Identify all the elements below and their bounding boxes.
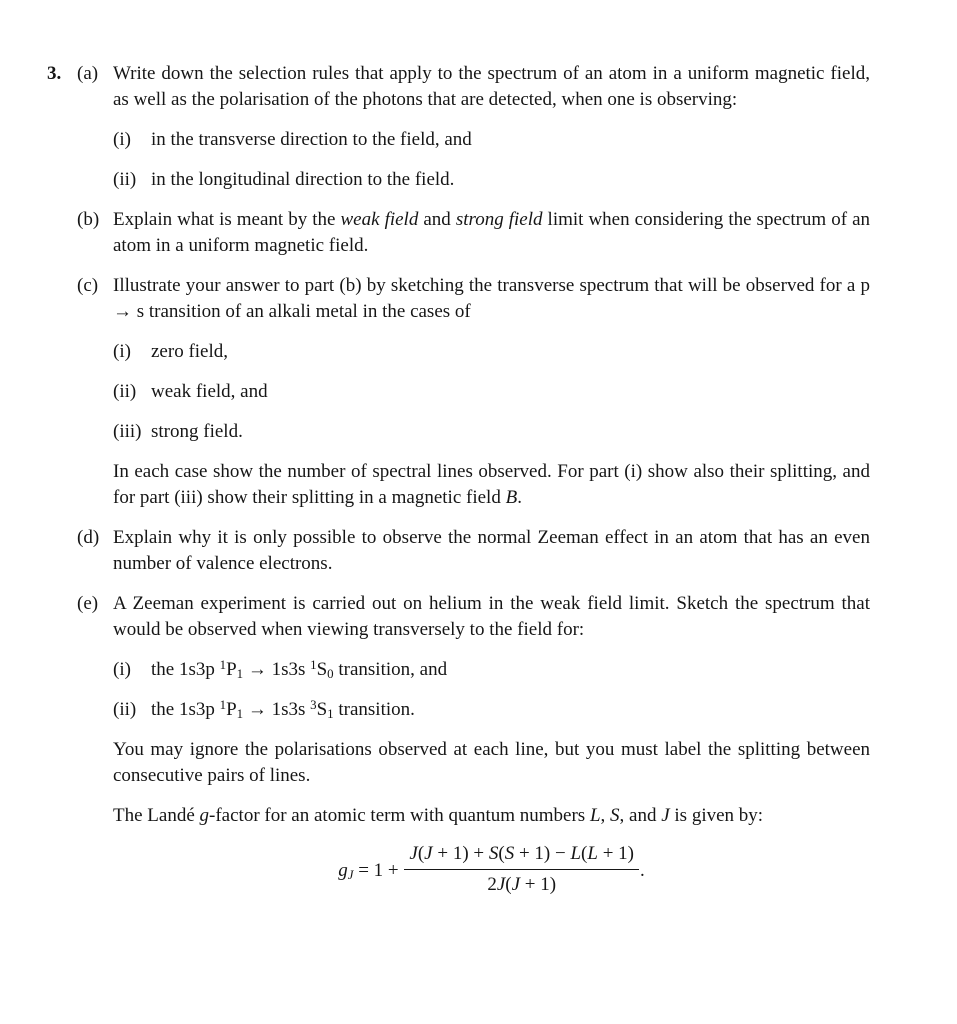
part-c-text: Illustrate your answer to part (b) by sketching the transverse spectrum that will be observed for a p → s transition of an alkali metal in the cases of: [113, 275, 870, 322]
part-b-label: (b): [77, 209, 100, 230]
part-e: [77, 591, 870, 914]
part-b: [77, 207, 870, 273]
part-c-body: [113, 273, 870, 525]
question-3: [47, 61, 870, 914]
item-c-ii-text: weak field, and: [151, 381, 268, 402]
part-c-note: In each case show the number of spectral lines observed. For part (i) show also their splitting, and for part (iii) show their splitting in a magnetic field B.: [113, 461, 870, 508]
part-c-label: (c): [77, 275, 99, 296]
part-a-label: (a): [77, 63, 99, 84]
part-b-body: [113, 207, 870, 273]
item-e-ii: [113, 697, 870, 723]
question-body: [77, 61, 870, 914]
item-c-ii-label: (ii): [113, 381, 137, 402]
equation-period: .: [640, 859, 645, 881]
item-a-i: [113, 127, 870, 153]
part-a: [77, 61, 870, 207]
item-a-ii-label: (ii): [113, 169, 137, 190]
part-e-label: (e): [77, 593, 99, 614]
fraction-numerator: J(J + 1) + S(S + 1) − L(L + 1): [404, 841, 639, 870]
part-d: [77, 525, 870, 591]
equation-lhs: $g_J = 1$ +: [338, 859, 399, 883]
part-e-text: A Zeeman experiment is carried out on helium in the weak field limit. Sketch the spectrum that would be observed when viewing transversely to the field for:: [113, 593, 870, 640]
item-c-iii-label: (iii): [113, 421, 142, 442]
lande-intro: The Landé g-factor for an atomic term with quantum numbers L, S, and J is given by:: [113, 805, 764, 826]
part-a-text: Write down the selection rules that apply to the spectrum of an atom in a uniform magnetic field, as well as the polarisation of the photons that are detected, when one is observing:: [113, 63, 870, 110]
lande-g-factor-equation: [113, 843, 870, 900]
item-c-iii: [113, 419, 870, 445]
part-d-text: Explain why it is only possible to observe the normal Zeeman effect in an atom that has an even number of valence electrons.: [113, 527, 870, 574]
part-d-label: (d): [77, 527, 100, 548]
part-e-body: [113, 591, 870, 914]
item-c-i-label: (i): [113, 341, 131, 362]
item-e-i-text: the 1s3p $^1P_1 \to 1s3s$ $^1S_0$ transition, and: [151, 657, 448, 682]
item-a-i-label: (i): [113, 129, 131, 150]
item-c-ii: [113, 379, 870, 405]
item-e-i: [113, 657, 870, 683]
part-a-body: [113, 61, 870, 207]
part-e-note: You may ignore the polarisations observed at each line, but you must label the splitting between consecutive pairs of lines.: [113, 739, 870, 786]
part-c: [77, 273, 870, 525]
item-e-ii-label: (ii): [113, 699, 137, 720]
item-c-i-text: zero field,: [151, 341, 229, 362]
item-e-i-label: (i): [113, 659, 131, 680]
item-a-i-text: in the transverse direction to the field, and: [151, 129, 472, 150]
item-a-ii: [113, 167, 870, 193]
item-c-iii-text: strong field.: [151, 421, 243, 442]
equation-fraction: [404, 841, 639, 898]
question-number: 3.: [47, 63, 62, 84]
item-c-i: [113, 339, 870, 365]
part-b-text: Explain what is meant by the weak field and strong field limit when considering the spectrum of an atom in a uniform magnetic field.: [113, 209, 871, 256]
item-e-ii-text: the 1s3p $^1P_1 \to 1s3s$ $^3S_1$ transition.: [151, 697, 415, 722]
part-d-body: [113, 525, 870, 591]
item-a-ii-text: in the longitudinal direction to the field.: [151, 169, 455, 190]
fraction-denominator: 2J(J + 1): [487, 874, 557, 895]
